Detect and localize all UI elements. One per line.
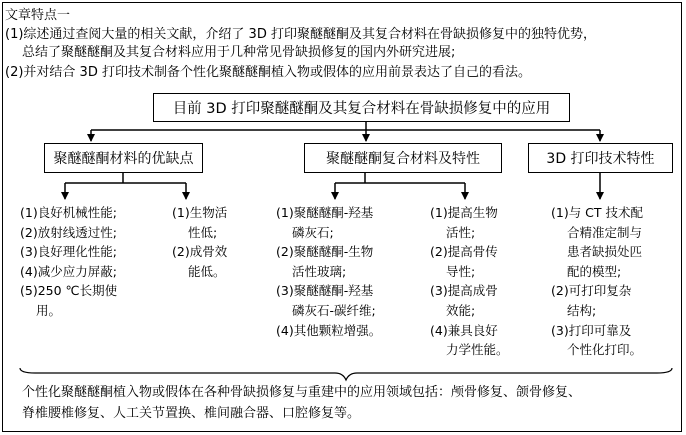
list-item: (1)提高生物 [430, 205, 498, 220]
list-item: (2)放射线透过性; [20, 224, 117, 240]
list-item: 效能; [446, 302, 476, 318]
composite-properties-list [430, 203, 509, 360]
peek-pros-cons-box: 聚醚醚酮材料的优缺点 [44, 143, 203, 173]
list-item: 力学性能。 [446, 342, 509, 358]
list-item: (4)兼具良好 [430, 322, 498, 338]
list-item: 用。 [36, 302, 62, 318]
list-item: 性低; [188, 224, 218, 240]
list-item: (1)与 CT 技术配 [551, 205, 644, 220]
list-item: 合精准定制与 [567, 224, 643, 240]
list-item: 能低。 [188, 263, 226, 279]
list-item: (1)良好机械性能; [20, 205, 117, 220]
list-item: 结构; [567, 302, 597, 318]
summary-brace [20, 368, 672, 380]
features-line-2: 总结了聚醚醚酮及其复合材料应用于几种常见骨缺损修复的国内外研究进展; [22, 45, 456, 60]
list-item: (5)250 ℃长期使 [20, 283, 118, 299]
list-item: 磷灰石-碳纤维; [292, 302, 376, 318]
list-item: 导性; [446, 263, 476, 279]
list-item: 个性化打印。 [567, 342, 643, 358]
list-item: 患者缺损处匹 [567, 244, 643, 260]
summary-text [22, 382, 672, 424]
composite-types-list [276, 203, 381, 340]
list-item: (1)生物活 [172, 205, 228, 220]
list-item: (1)聚醚醚酮-羟基 [276, 205, 374, 220]
features-line-3: (2)并对结合 3D 打印技术制备个性化聚醚醚酮植入物或假体的应用前景表达了自己的看法。 [5, 65, 531, 80]
list-item: (3)提高成骨 [430, 283, 498, 299]
features-heading: 文章特点一 [5, 8, 71, 23]
composite-box: 聚醚醚酮复合材料及特性 [304, 143, 502, 173]
list-item: (2)成骨效 [172, 244, 228, 260]
list-item: (2)可打印复杂 [551, 283, 632, 299]
list-item: (3)聚醚醚酮-羟基 [276, 283, 374, 299]
peek-advantages-list [20, 203, 117, 321]
tech-features-list [551, 203, 643, 360]
list-item: (3)良好理化性能; [20, 244, 117, 260]
list-item: (4)其他颗粒增强。 [276, 322, 382, 338]
list-item: (2)提高骨传 [430, 244, 498, 260]
summary-line-2: 脊椎腰椎修复、人工关节置换、椎间融合器、口腔修复等。 [22, 406, 361, 421]
list-item: 磷灰石; [292, 224, 334, 240]
features-line-1: (1)综述通过查阅大量的相关文献，介绍了 3D 打印聚醚醚酮及其复合材料在骨缺损修复中的独特优势， [5, 27, 596, 42]
list-item: 活性玻璃; [292, 263, 347, 279]
list-item: 活性; [446, 224, 476, 240]
list-item: (3)打印可靠及 [551, 322, 632, 338]
summary-line-1: 个性化聚醚醚酮植入物或假体在各种骨缺损修复与重建中的应用领域包括：颅骨修复、颌骨修复、 [22, 385, 582, 400]
list-item: 配的模型; [567, 263, 622, 279]
3d-printing-box: 3D 打印技术特性 [528, 143, 673, 173]
list-item: (2)聚醚醚酮-生物 [276, 244, 374, 260]
list-item: (4)减少应力屏蔽; [20, 263, 117, 279]
peek-disadvantages-list [172, 203, 227, 281]
root-box: 目前 3D 打印聚醚醚酮及其复合材料在骨缺损修复中的应用 [153, 93, 570, 122]
